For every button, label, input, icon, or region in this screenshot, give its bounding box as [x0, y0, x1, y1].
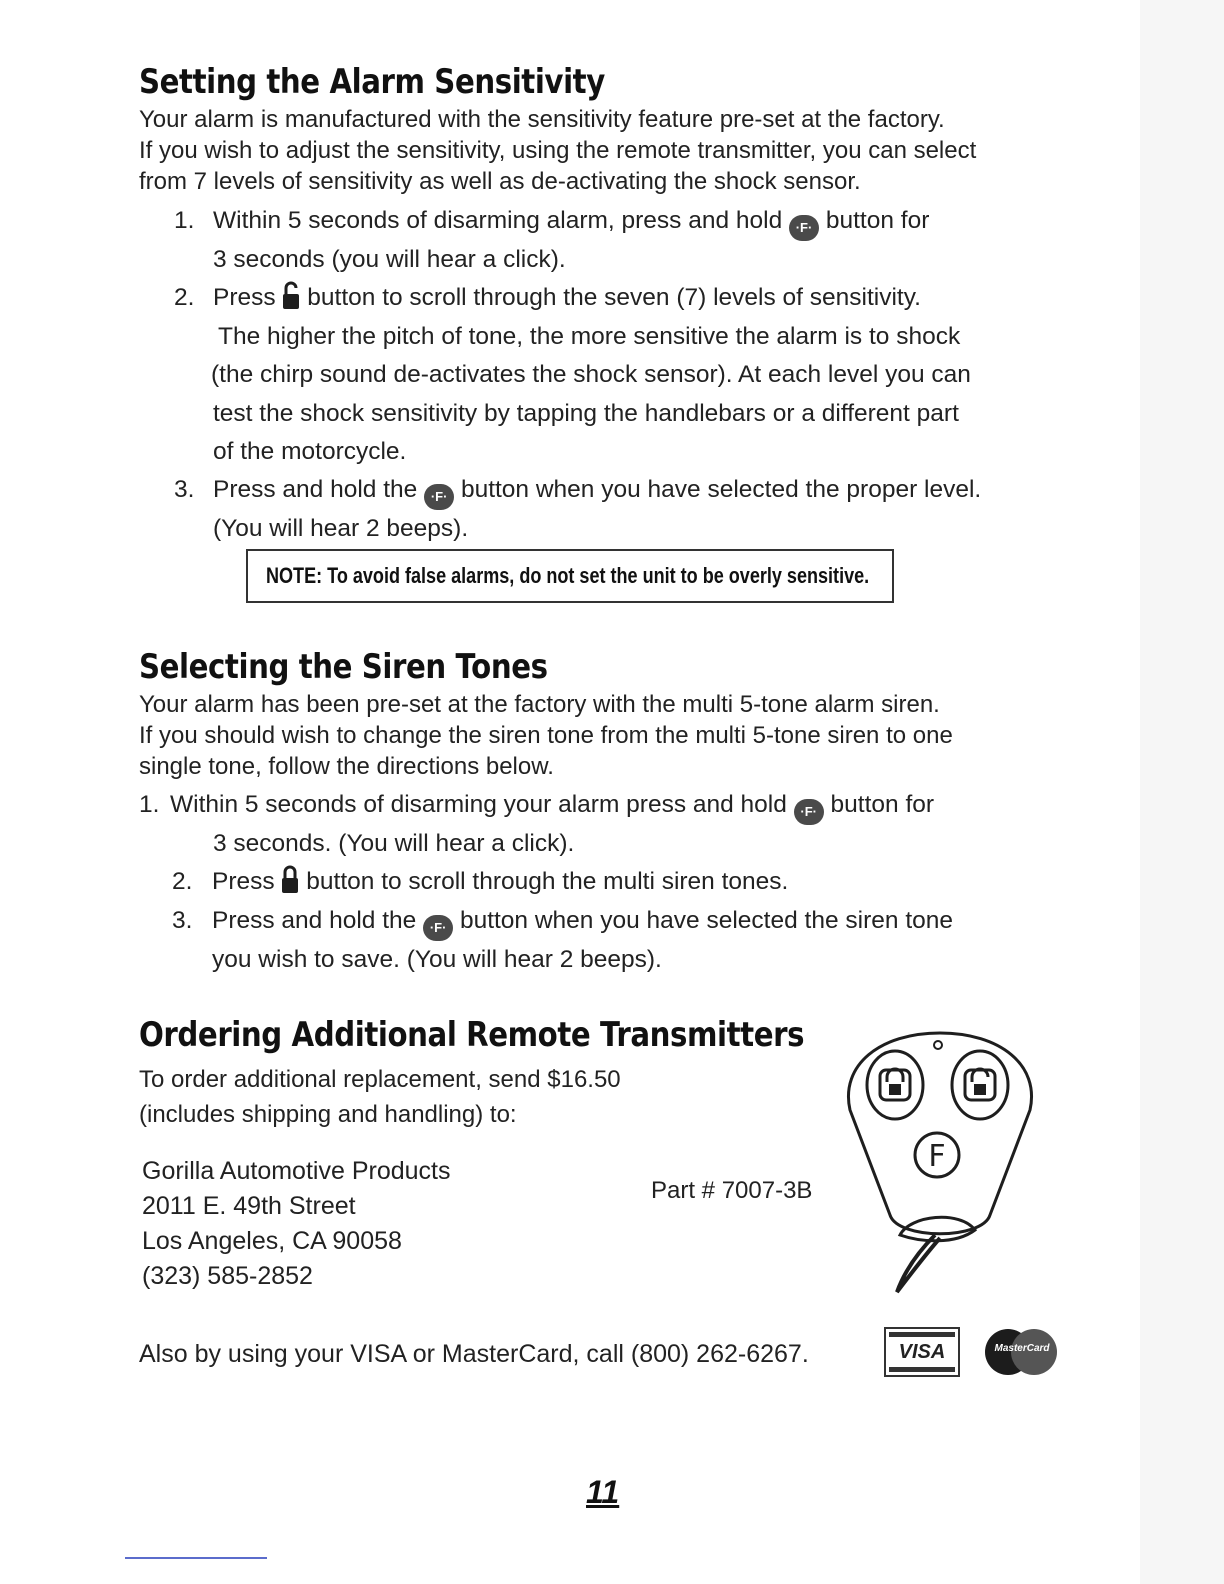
mastercard-logo-text: MasterCard [994, 1343, 1050, 1354]
f-button-icon: ·F· [423, 915, 453, 941]
step-text: Within 5 seconds of disarming alarm, press and hold [213, 207, 783, 234]
step-detail-line: The higher the pitch of tone, the more sensitive the alarm is to shock [218, 322, 961, 350]
step-detail-line: (the chirp sound de-activates the shock sensor). At each level you can [211, 361, 971, 388]
f-button-icon: ·F· [789, 215, 819, 241]
step-text: button when you have selected the proper level. [460, 476, 982, 503]
phone-order-line: Also by using your VISA or MasterCard, call (800) 262-6267. [139, 1340, 809, 1368]
address-company: Gorilla Automotive Products [142, 1157, 451, 1185]
sensitivity-step-3 [174, 471, 981, 549]
ordering-intro [139, 1062, 621, 1132]
step-text: Press and hold the [212, 907, 417, 934]
step-text: Press [212, 868, 275, 895]
intro-line: from 7 levels of sensitivity as well as de-activating the shock sensor. [139, 168, 861, 195]
mailing-address [142, 1154, 450, 1294]
step-number: 2. [174, 284, 195, 311]
step-number: 1. [174, 207, 195, 234]
siren-step-3 [172, 902, 953, 980]
page-number: 11 [586, 1474, 620, 1510]
step-number: 3. [172, 907, 193, 934]
step-text: button to scroll through the seven (7) levels of sensitivity. [307, 284, 921, 311]
step-number: 1. [139, 791, 160, 818]
intro-line: If you wish to adjust the sensitivity, using the remote transmitter, you can select [139, 137, 977, 164]
bottom-rule [125, 1557, 267, 1559]
intro-line: Your alarm has been pre-set at the factory with the multi 5-tone alarm siren. [139, 691, 940, 718]
step-continuation: 3 seconds. (You will hear a click). [213, 830, 575, 857]
note-text: To avoid false alarms, do not set the unit to be overly sensitive. [327, 563, 870, 588]
step-detail-line: of the motorcycle. [213, 438, 407, 465]
siren-intro [139, 689, 953, 782]
step-text: button when you have selected the siren tone [459, 907, 953, 934]
intro-line: To order additional replacement, send $16.50 [139, 1066, 621, 1093]
siren-step-1 [139, 786, 934, 864]
sensitivity-step-1 [174, 202, 929, 280]
step-continuation: 3 seconds (you will hear a click). [213, 246, 566, 273]
intro-line: Your alarm is manufactured with the sensitivity feature pre-set at the factory. [139, 106, 945, 133]
step-text: Within 5 seconds of disarming your alarm press and hold [170, 791, 787, 818]
section-title-ordering: Ordering Additional Remote Transmitters [139, 1015, 805, 1055]
intro-line: If you should wish to change the siren tone from the multi 5-tone siren to one [139, 722, 953, 749]
unlock-icon [282, 280, 300, 310]
mastercard-logo [985, 1329, 1059, 1377]
section-title-siren: Selecting the Siren Tones [139, 647, 548, 687]
step-text: Press [213, 284, 276, 311]
step-number: 2. [172, 868, 193, 895]
section-title-sensitivity: Setting the Alarm Sensitivity [139, 62, 605, 102]
step-detail-line: test the shock sensitivity by tapping the handlebars or a different part [213, 399, 959, 427]
remote-transmitter-illustration [840, 1030, 1040, 1300]
part-number: Part # 7007-3B [651, 1177, 813, 1204]
step-text: button for [830, 791, 935, 818]
step-text: button to scroll through the multi siren tones. [306, 868, 789, 895]
intro-line: (includes shipping and handling) to: [139, 1101, 517, 1128]
page-edge-shade [1140, 0, 1224, 1584]
f-button-icon: ·F· [424, 484, 454, 510]
step-continuation: (You will hear 2 beeps). [213, 515, 469, 542]
remote-f-label: F [928, 1139, 946, 1174]
sensitivity-step-2 [174, 279, 971, 472]
visa-logo [884, 1327, 960, 1377]
step-continuation: you wish to save. (You will hear 2 beeps). [212, 946, 662, 973]
visa-logo-text: VISA [898, 1341, 946, 1363]
f-button-icon: ·F· [794, 799, 824, 825]
intro-line: single tone, follow the directions below. [139, 753, 554, 780]
step-text: Press and hold the [213, 476, 418, 503]
address-city: Los Angeles, CA 90058 [142, 1227, 402, 1255]
step-text: button for [825, 207, 930, 234]
note-label: NOTE: [266, 563, 323, 588]
lock-icon [281, 864, 299, 894]
siren-step-2 [172, 863, 788, 902]
address-street: 2011 E. 49th Street [142, 1192, 356, 1220]
step-number: 3. [174, 476, 195, 503]
sensitivity-intro [139, 104, 976, 197]
address-phone: (323) 585-2852 [142, 1262, 313, 1290]
note-box [246, 549, 894, 603]
